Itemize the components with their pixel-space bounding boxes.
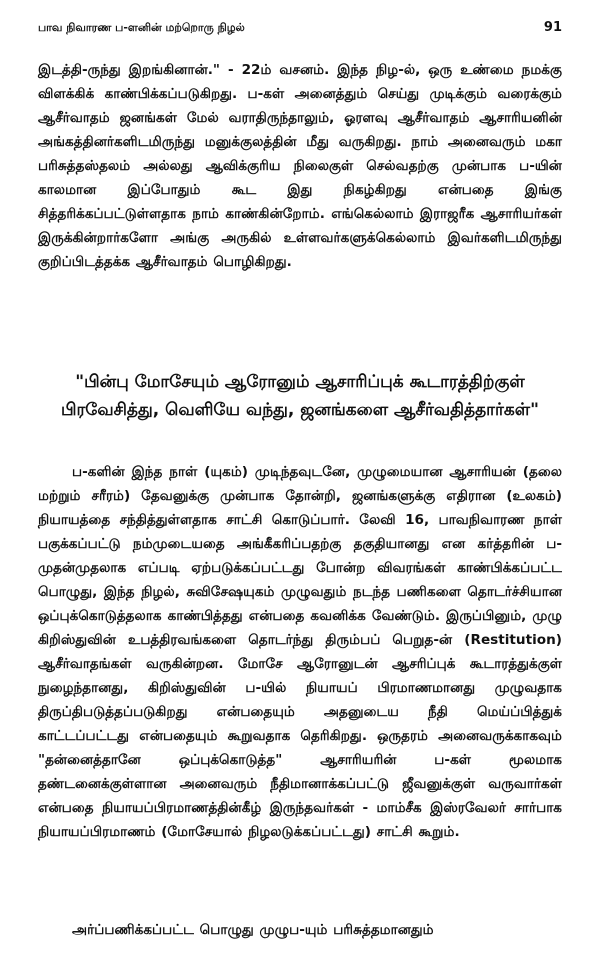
running-header <box>38 20 562 40</box>
paragraph-2: ப-களின் இந்த நாள் (யுகம்) முடிந்தவுடனே, முழுமையான ஆசாரியன் (தலை மற்றும் சரீரம்) தேவனுக்கு முன்பாக தோன்றி, ஜனங்களுக்கு எதிரான (உலகம்) நியாயத்தை சந்தித்துள்ளதாக சாட்சி கொடுப்பார். லேவி 16, பாவநிவாரண நாள் பகுக்கப்பட்டு நம்முடையதை அங்கீகரிப்பதற்கு தகுதியானது என கர்த்தரின் ப- முதன்முதலாக எப்படி ஏற்படுக்கப்பட்டது போன்ற விவரங்கள் காண்பிக்கப்பட்ட பொழுது, இந்த நிழல், சுவிசேஷயுகம் முழுவதும் நடந்த பணிகளை தொடர்ச்சியான ஒப்புக்கொடுத்தலாக காண்பித்தது என்பதை கவனிக்க வேண்டும். இருப்பினும், முழு கிறிஸ்துவின் உபத்திரவங்களை தொடர்ந்து திரும்பப் பெறுத-ன் (Restitution) ஆசீர்வாதங்கள் வருகின்றன. மோசே ஆரோனுடன் ஆசரிப்புக் கூடாரத்துக்குள் நுழைந்தானது, கிறிஸ்துவின் ப-யில் நியாயப் பிரமாணமானது முழுவதாக திருப்திபடுத்தப்படுகிறது என்பதையும் அதனுடைய நீதி மெய்ப்பித்துக் காட்டப்பட்டது என்பதையும் கூறுவதாக தெரிகிறது. ஒருதரம் அனைவருக்காகவும் "தன்னைத்தானே ஒப்புக்கொடுத்த" ஆசாரியரின் ப-கள் மூலமாக தண்டனைக்குள்ளான அனைவரும் நீதிமானாக்கப்பட்டு ஜீவனுக்குள் வருவார்கள் என்பதை நியாயப்பிரமாணத்தின்கீழ் இருந்தவர்கள் - மாம்சீக இஸ்ரவேலர் சார்பாக நியாயப்பிரமாணம் (மோசேயால் நிழலடுக்கப்பட்டது) சாட்சி கூறும். <box>38 464 562 840</box>
paragraph-1: இடத்தி-ருந்து இறங்கினான்." - 22ம் வசனம். இந்த நிழ-ல், ஒரு உண்மை நமக்கு விளக்கிக் காண்பிக்கப்படுகிறது. ப-கள் அனைத்தும் செய்து முடிக்கும் வரைக்கும் ஆசீர்வாதம் ஜனங்கள் மேல் வராதிருந்தாலும், ஓரளவு ஆசீர்வாதம் ஆசாரியனின் அங்கத்தினர்களிடமிருந்து மனுக்குலத்தின் மீது வருகிறது. நாம் அனைவரும் மகா பரிசுத்தஸ்தலம் அல்லது ஆவிக்குரிய நிலைகுள் செல்வதற்கு முன்பாக ப-யின் காலமான இப்போதும் கூட இது நிகழ்கிறது என்பதை இங்கு சித்தரிக்கப்பட்டுள்ளதாக நாம் காண்கின்றோம். எங்கெல்லாம் இராஜரீக ஆசாரியர்கள் இருக்கின்றார்களோ அங்கு அருகில் உள்ளவர்களுக்கெல்லாம் இவர்களிடமிருந்து குறிப்பிடத்தக்க ஆசீர்வாதம் பொழிகிறது. <box>38 62 562 270</box>
running-title: பாவ நிவாரண ப-ளனின் மற்றொரு நிழல் <box>38 21 245 34</box>
scripture-quote: "பின்பு மோசேயும் ஆரோனும் ஆசாரிப்புக் கூடாரத்திற்குள் பிரவேசித்து, வெளியே வந்து, ஜனங்களை ஆசீர்வதித்தார்கள்" <box>60 372 540 420</box>
paragraph-3: அர்ப்பணிக்கப்பட்ட பொழுது முழுப-யும் பரிசுத்தமானதும் <box>72 922 434 938</box>
page-number: 91 <box>543 20 562 35</box>
